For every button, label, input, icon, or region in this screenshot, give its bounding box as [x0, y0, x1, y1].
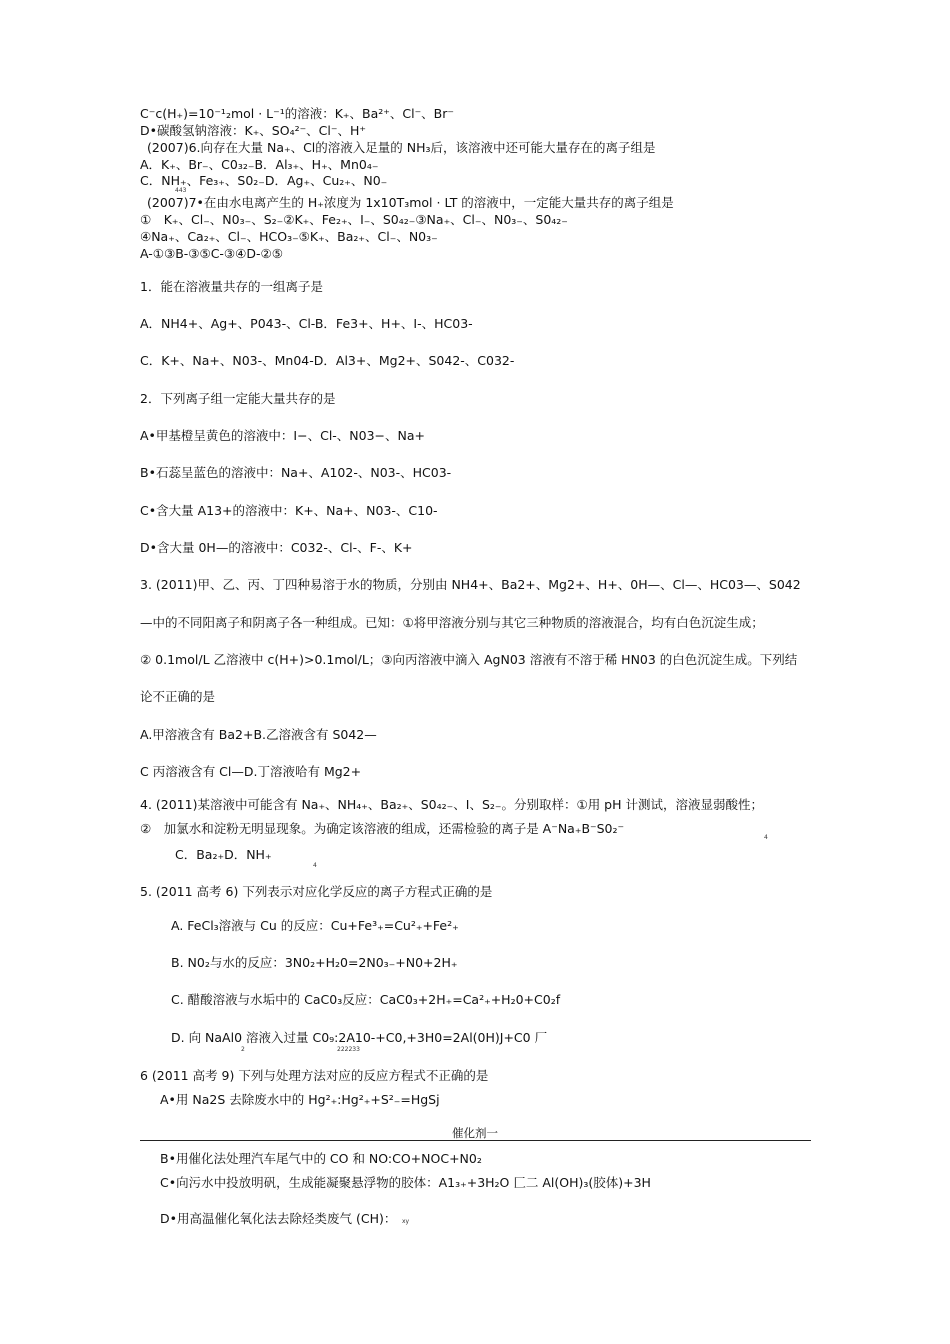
- question-stem: 3. (2011)甲、乙、丙、丁四种易溶于水的物质，分别由 NH4+、Ba2+、Mg2+、H+、0H—、Cl—、HC03—、S042: [140, 577, 801, 592]
- answer-options: A.甲溶液含有 Ba2+B.乙溶液含有 S042—: [140, 727, 377, 742]
- answer-option: C•含大量 A13+的溶液中：K+、Na+、N03-、C10-: [140, 503, 438, 518]
- subscript-digits: 2: [241, 1046, 245, 1053]
- answer-option: C•向污水中投放明矾，生成能凝聚悬浮物的胶体：A1₃₊+3H₂O 匚二 Al(OH)₃(胶体)+3H: [160, 1175, 651, 1190]
- divider-rule: [140, 1140, 811, 1141]
- answer-option: D•用高温催化氧化法去除烃类废气 (CH)：: [160, 1211, 397, 1226]
- catalyst-label: 催化剂一: [452, 1126, 498, 1140]
- answer-options: C．NH₊、Fe₃₊、S0₂₋D．Ag₊、Cu₂₊、N0₋: [140, 173, 388, 188]
- question-stem: 5. (2011 高考 6) 下列表示对应化学反应的离子方程式正确的是: [140, 884, 493, 899]
- answer-option: B•石蕊呈蓝色的溶液中：Na+、A102-、N03-、HC03-: [140, 465, 452, 480]
- answer-option: D. 向 NaAl0 溶液入过量 C0₉:2A10-+C0,+3H0=2Al(0H)J+C0 厂: [171, 1030, 548, 1045]
- question-stem: 1．能在溶液量共存的一组离子是: [140, 279, 323, 294]
- answer-option: A•甲基橙呈黄色的溶液中：I−、Cl-、N03−、Na+: [140, 428, 426, 443]
- question-stem: 4. (2011)某溶液中可能含有 Na₊、NH₄₊、Ba₂₊、S0₄₂₋、I、S₂₋。分别取样：①用 pH 计测试，溶液显弱酸性；: [140, 797, 763, 812]
- question-stem: 2．下列离子组一定能大量共存的是: [140, 391, 336, 406]
- subscript-digits: 4: [764, 834, 768, 841]
- answer-option: C. 醋酸溶液与水垢中的 CaC0₃反应：CaC0₃+2H₊=Ca²₊+H₂0+C0₂f: [171, 992, 561, 1007]
- question-stem: ② 0.1mol/L 乙溶液中 c(H+)>0.1mol/L；③向丙溶液中滴入 AgN03 溶液有不溶于稀 HN03 的白色沉淀生成。下列结: [140, 652, 798, 667]
- text-line: D•碳酸氢钠溶液：K₊、SO₄²⁻、Cl⁻、H⁺: [140, 123, 366, 138]
- subscript-digits: 443: [175, 187, 187, 194]
- question-stem: (2007)6.向存在大量 Na₊、Cl的溶液入足量的 NH₃后，该溶液中还可能大量存在的离子组是: [147, 140, 656, 155]
- question-stem: ② 加氯水和淀粉无明显现象。为确定该溶液的组成，还需检验的离子是 A⁻Na₊B⁻S0₂⁻: [140, 821, 625, 836]
- question-stem: —中的不同阳离子和阴离子各一种组成。已知：①将甲溶液分别与其它三种物质的溶液混合，均有白色沉淀生成；: [140, 615, 764, 630]
- answer-option: B•用催化法处理汽车尾气中的 CO 和 NO:CO+NOC+N0₂: [160, 1151, 482, 1166]
- answer-options: A．NH4+、Ag+、P043-、Cl-B．Fe3+、H+、I-、HC03-: [140, 316, 473, 331]
- subscript-digits: 222233: [337, 1046, 360, 1053]
- subscript-digits: 4: [313, 862, 317, 869]
- answer-option: A. FeCl₃溶液与 Cu 的反应：Cu+Fe³₊=Cu²₊+Fe²₊: [171, 918, 459, 933]
- question-stem: 论不正确的是: [140, 689, 216, 704]
- answer-options: C．K+、Na+、N03-、Mn04-D．Al3+、Mg2+、S042-、C032-: [140, 353, 515, 368]
- answer-choices: A-①③B-③⑤C-③④D-②⑤: [140, 246, 283, 261]
- question-stem: 6 (2011 高考 9) 下列与处理方法对应的反应方程式不正确的是: [140, 1068, 489, 1083]
- subscript-digits: xy: [402, 1218, 410, 1225]
- answer-options: ④Na₊、Ca₂₊、Cl₋、HCO₃₋⑤K₊、Ba₂₊、Cl₋、N0₃₋: [140, 229, 438, 244]
- answer-option: B. N0₂与水的反应：3N0₂+H₂0=2N0₃₋+N0+2H₊: [171, 955, 458, 970]
- answer-options: ① K₊、Cl₋、N0₃₋、S₂₋②K₊、Fe₂₊、I₋、S0₄₂₋③Na₊、Cl₋、N0₃₋、S0₄₂₋: [140, 212, 568, 227]
- answer-option: D•含大量 0H—的溶液中：C032-、Cl-、F-、K+: [140, 540, 413, 555]
- answer-options: A．K₊、Br₋、C0₃₂₋B．Al₃₊、H₊、Mn0₄₋: [140, 157, 379, 172]
- answer-options: C．Ba₂₊D．NH₊: [175, 847, 272, 862]
- text-line: C⁻c(H₊)=10⁻¹₂mol · L⁻¹的溶液：K₊、Ba²⁺、Cl⁻、Br⁻: [140, 106, 454, 121]
- answer-option: A•用 Na2S 去除废水中的 Hg²₊:Hg²₊+S²₋=HgSj: [160, 1092, 440, 1107]
- question-stem: (2007)7•在由水电离产生的 H₊浓度为 1x10T₃mol · LT 的溶液中，一定能大量共存的离子组是: [147, 195, 674, 210]
- answer-options: C 丙溶液含有 Cl—D.丁溶液哈有 Mg2+: [140, 764, 362, 779]
